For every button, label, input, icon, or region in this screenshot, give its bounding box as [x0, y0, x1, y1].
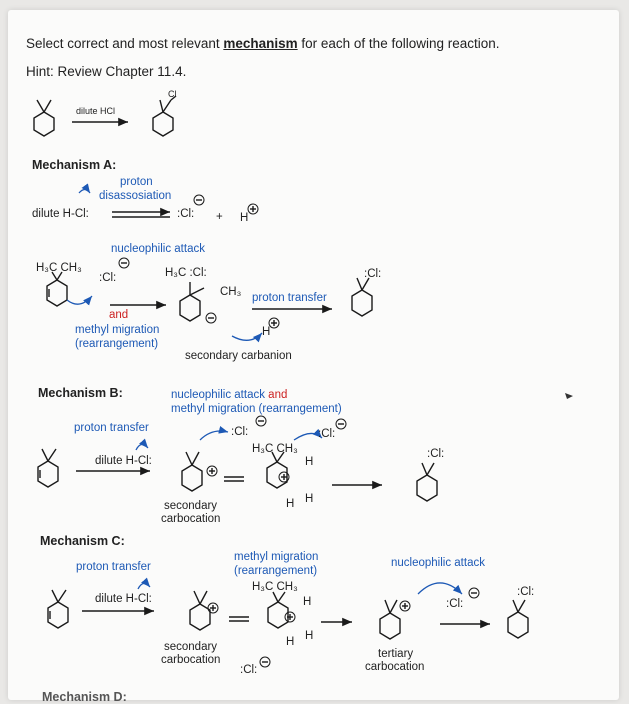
- prompt-keyword: mechanism: [223, 36, 298, 51]
- mech-a-plus: +: [216, 211, 223, 223]
- mechanism-a-title[interactable]: Mechanism A:: [32, 158, 117, 172]
- mech-b-carbocation: carbocation: [161, 513, 221, 525]
- mech-c-h3c-ch3: H₃C CH₃: [252, 581, 298, 593]
- mech-a-proton-transfer: proton transfer: [252, 292, 327, 304]
- mech-a-h3c-cl: H₃C :Cl:: [165, 267, 207, 279]
- mechanism-c-title[interactable]: Mechanism C:: [40, 534, 125, 548]
- mech-a-alkene: [47, 272, 67, 306]
- mech-a-reagent: dilute H-Cl:: [32, 208, 89, 220]
- mech-a-secondary-carbanion: secondary carbanion: [185, 350, 292, 362]
- mech-a-step2-label: nucleophilic attack: [111, 243, 205, 255]
- hint-text: Hint: Review Chapter 11.4.: [26, 64, 187, 79]
- mech-b-reagent: dilute H-Cl:: [95, 455, 152, 467]
- mech-c-alkene: [48, 590, 68, 628]
- mech-c-chloride-bottom: :Cl:: [240, 664, 258, 676]
- mech-b-h-bottom1: H: [305, 493, 314, 505]
- mech-a-curved-arrow-1: [79, 190, 90, 194]
- mech-a-chloride: :Cl:: [177, 208, 195, 220]
- mech-b-label-prefix: nucleophilic attack: [171, 389, 269, 401]
- mech-b-carbocation-1: [182, 452, 202, 491]
- mech-a-product-cl: :Cl:: [364, 268, 382, 280]
- mech-b-carbocation-2: [267, 452, 287, 488]
- mech-b-h-bottom2: H: [286, 498, 295, 510]
- mech-c-carbocation: carbocation: [161, 654, 221, 666]
- mech-b-curved-arrow-1: [136, 444, 148, 450]
- mech-c-h-bottom1: H: [305, 630, 314, 642]
- mech-b-chloride-right: :Cl:: [318, 428, 336, 440]
- mech-c-h-bottom2: H: [286, 636, 295, 648]
- mech-a-and: and: [109, 309, 129, 321]
- mech-b-chloride-left: :Cl:: [231, 426, 249, 438]
- mech-a-rearrangement: (rearrangement): [75, 338, 159, 350]
- mech-b-label-line1: [171, 389, 287, 401]
- reaction-reagent: dilute HCl: [76, 106, 116, 116]
- mech-b-h-top: H: [305, 456, 314, 468]
- mech-b-product-cl: :Cl:: [427, 448, 445, 460]
- cursor-icon: [565, 393, 573, 399]
- mechanism-d-title[interactable]: Mechanism D:: [42, 690, 127, 704]
- mech-c-tertiary-carbocation: [380, 600, 400, 639]
- reaction-product-cl: Cl: [168, 89, 177, 99]
- mech-a-ch3: CH₃: [220, 286, 242, 298]
- mech-a-step1-label-2: disassosiation: [99, 190, 172, 202]
- mech-b-label-and: and: [268, 389, 288, 401]
- product-molecule: [153, 96, 176, 136]
- mech-c-reagent: dilute H-Cl:: [95, 593, 152, 605]
- mech-c-nucleophilic-attack: nucleophilic attack: [391, 557, 485, 569]
- mech-a-h3c-ch3: H₃C CH₃: [36, 262, 82, 274]
- mech-c-curved-arrow-2: [418, 583, 462, 594]
- mech-c-product: [508, 600, 528, 638]
- mech-c-carbocation-2: [268, 592, 288, 628]
- mech-a-proton: H: [240, 212, 249, 224]
- mech-b-curved-arrow-2: [200, 431, 228, 440]
- mech-c-methyl-migration: methyl migration: [234, 551, 319, 563]
- mech-c-tertiary-carbocation: carbocation: [365, 661, 425, 673]
- mech-b-h3c-ch3: H₃C CH₃: [252, 443, 298, 455]
- mech-a-h-plus: H: [262, 326, 271, 338]
- prompt-text: Select correct and most relevant: [26, 36, 224, 51]
- mech-c-rearrangement: (rearrangement): [234, 565, 318, 577]
- mech-a-curved-arrow-3: [232, 333, 262, 340]
- mech-c-tertiary: tertiary: [378, 648, 414, 660]
- mech-a-chloride-ion: :Cl:: [99, 272, 117, 284]
- mech-a-product: [352, 278, 372, 316]
- mech-c-secondary: secondary: [164, 641, 218, 653]
- mech-c-product-cl: :Cl:: [517, 586, 535, 598]
- mech-b-secondary: secondary: [164, 500, 218, 512]
- mech-a-intermediate: [180, 282, 204, 321]
- mech-c-carbocation-1: [190, 591, 210, 630]
- mech-b-alkene: [38, 449, 58, 487]
- mech-b-proton-transfer: proton transfer: [74, 422, 149, 434]
- mech-a-methyl-migration: methyl migration: [75, 324, 160, 336]
- mech-c-proton-transfer: proton transfer: [76, 561, 151, 573]
- mech-b-label-line2: methyl migration (rearrangement): [171, 403, 342, 415]
- mech-a-curved-arrow-2: [67, 296, 92, 304]
- mech-a-step1-label-1: proton: [120, 176, 153, 188]
- prompt-text-end: for each of the following reaction.: [297, 36, 500, 51]
- mech-b-product: [417, 463, 437, 501]
- mech-c-curved-arrow-1: [138, 583, 150, 589]
- mechanism-b-title[interactable]: Mechanism B:: [38, 386, 123, 400]
- reactant-molecule: [34, 100, 54, 136]
- mech-c-h-top: H: [303, 596, 312, 608]
- mech-c-chloride-right: :Cl:: [446, 598, 464, 610]
